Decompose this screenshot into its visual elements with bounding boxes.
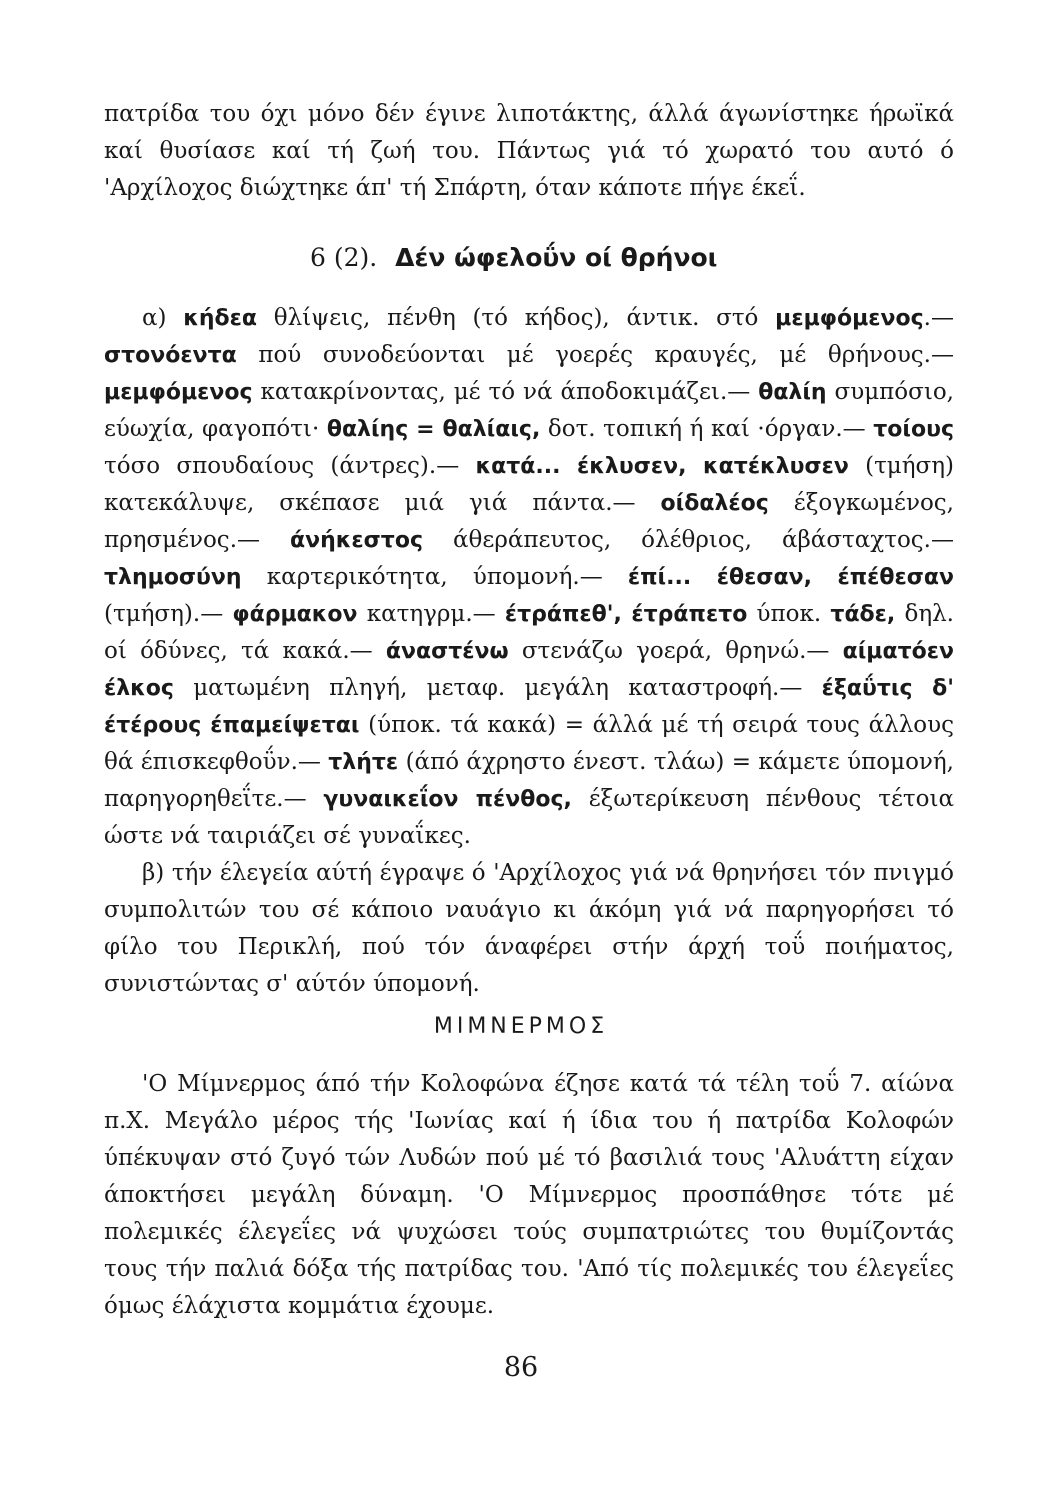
section-number: 6 (2). [310,243,378,272]
glossary-term: φάρμακον [232,602,358,627]
glossary-term: γυναικεΐον πένθος, [323,787,572,812]
glossary-text: θλίψεις, πένθη (τό κήδος), άντικ. στό [257,305,776,331]
glossary-text: ματωμένη πληγή, μεταφ. μεγάλη καταστροφή.— [173,675,822,701]
glossary-text: έξογκωμένος, πρησμένος.— [104,490,954,553]
section-heading [310,243,717,272]
glossary-term: μεμφόμενος [104,380,253,405]
glossary-term: οίδαλέος [660,491,769,516]
mimnermos-paragraph: 'Ο Μίμνερμος άπό τήν Κολοφώνα έζησε κατά τά τέλη τοΰ 7. αίώνα π.Χ. Μεγάλο μέρος τής 'Ιωνίας καί ή ίδια του ή πατρίδα Κολοφών ύπέκυψαν στό ζυγό τών Λυδών πού μέ τό βασιλιά τους 'Αλυάττη είχαν άποκτήσει μεγάλη δύναμη. 'Ο Μίμνερμος προσπάθησε τότε μέ πολεμικές έλεγεΐες νά ψυχώσει τούς συμπατριώτες του θυμίζοντάς τους τήν παλιά δόξα τής πατρίδας του. 'Από τίς πολεμικές του έλεγεΐες όμως έλάχιστα κομμάτια έχουμε. [104,1071,954,1319]
mimnermos-section [104,1066,954,1325]
glossary-text: δηλ. οί όδύνες, τά κακά.— [104,601,954,664]
glossary-text: .— [923,305,954,331]
glossary-term: τοίους [873,417,954,442]
glossary-text: (άπό άχρηστο ένεστ. τλάω) = κάμετε ύπομονή, παρηγορηθεΐτε.— [104,749,954,812]
intro-paragraph [104,96,954,207]
page-number: 86 [503,1352,539,1383]
glossary-term: στονόεντα [104,343,237,368]
glossary-term: τλήτε [328,750,399,775]
glossary-term: κήδεα [183,306,258,331]
mimnermos-heading: ΜΙΜΝΕΡΜΟΣ [433,1014,609,1039]
glossary-text: κατηγρμ.— [357,601,505,627]
glossary-term: θαλίης = θαλίαις, [326,417,541,442]
glossary-text: έξωτερίκευση πένθους τέτοια ώστε νά ταιριάζει σέ γυναΐκες. [104,786,954,849]
glossary-term: μεμφόμενος [775,306,924,331]
glossary-text: (τμήση) κατεκάλυψε, σκέπασε μιά γιά πάντα.— [104,453,954,516]
glossary-term: έπί... έθεσαν, έπέθεσαν [627,565,954,590]
glossary-text: τόσο σπουδαίους (άντρες).— [104,453,476,479]
glossary-term: κατά... έκλυσεν, κατέκλυσεν [475,454,849,479]
notes-a-paragraph [104,300,954,855]
glossary-text: καρτερικότητα, ύπομονή.— [241,564,628,590]
glossary-term: τάδε, [830,602,896,627]
glossary-term: θαλίη [758,380,827,405]
glossary-term: τλημοσύνη [104,565,242,590]
glossary-term: έξαΰτις δ' έτέρους έπαμείψεται [104,676,954,738]
glossary-text: (ύποκ. τά κακά) = άλλά μέ τή σειρά τους άλλους θά έπισκεφθοΰν.— [104,712,954,775]
glossary-term: άναστένω [385,639,509,664]
glossary-text: ύποκ. [747,601,831,627]
notes-b-paragraph: β) τήν έλεγεία αύτή έγραψε ό 'Αρχίλοχος γιά νά θρηνήσει τόν πνιγμό συμπολιτών του σέ κάποιο ναυάγιο κι άκόμη γιά νά παρηγορήσει τό φίλο του Περικλή, πού τόν άναφέρει στήν άρχή τοΰ ποιήματος, συνιστώντας σ' αύτόν ύπομονή. [104,860,954,997]
glossary-text: πού συνοδεύονται μέ γοερές κραυγές, μέ θρήνους.— [236,342,954,368]
glossary-term: έτράπεθ', έτράπετο [504,602,748,627]
glossary-text: α) [142,305,184,331]
glossary-text: κατακρίνοντας, μέ τό νά άποδοκιμάζει.— [252,379,759,405]
section-title: Δέν ώφελοΰν οί θρήνοι [395,243,718,272]
glossary-text: συμπόσιο, εύωχία, φαγοπότι· [104,379,954,442]
glossary-term: άνήκεστος [290,528,423,553]
glossary-text: άθεράπευτος, όλέθριος, άβάσταχτος.— [423,527,954,553]
glossary-text: στενάζω γοερά, θρηνώ.— [508,638,843,664]
glossary-text: (τμήση).— [104,601,233,627]
intro-text: πατρίδα του όχι μόνο δέν έγινε λιποτάκτης, άλλά άγωνίστηκε ήρωϊκά καί θυσίασε καί τή ζωή του. Πάντως γιά τό χωρατό του αυτό ό 'Αρχίλοχος διώχτηκε άπ' τή Σπάρτη, όταν κάποτε πήγε έκεΐ. [104,101,954,201]
notes-block [104,300,954,1003]
glossary-term: αίματόεν έλκος [104,639,954,701]
glossary-text: δοτ. τοπική ή καί ·όργαν.— [540,416,874,442]
